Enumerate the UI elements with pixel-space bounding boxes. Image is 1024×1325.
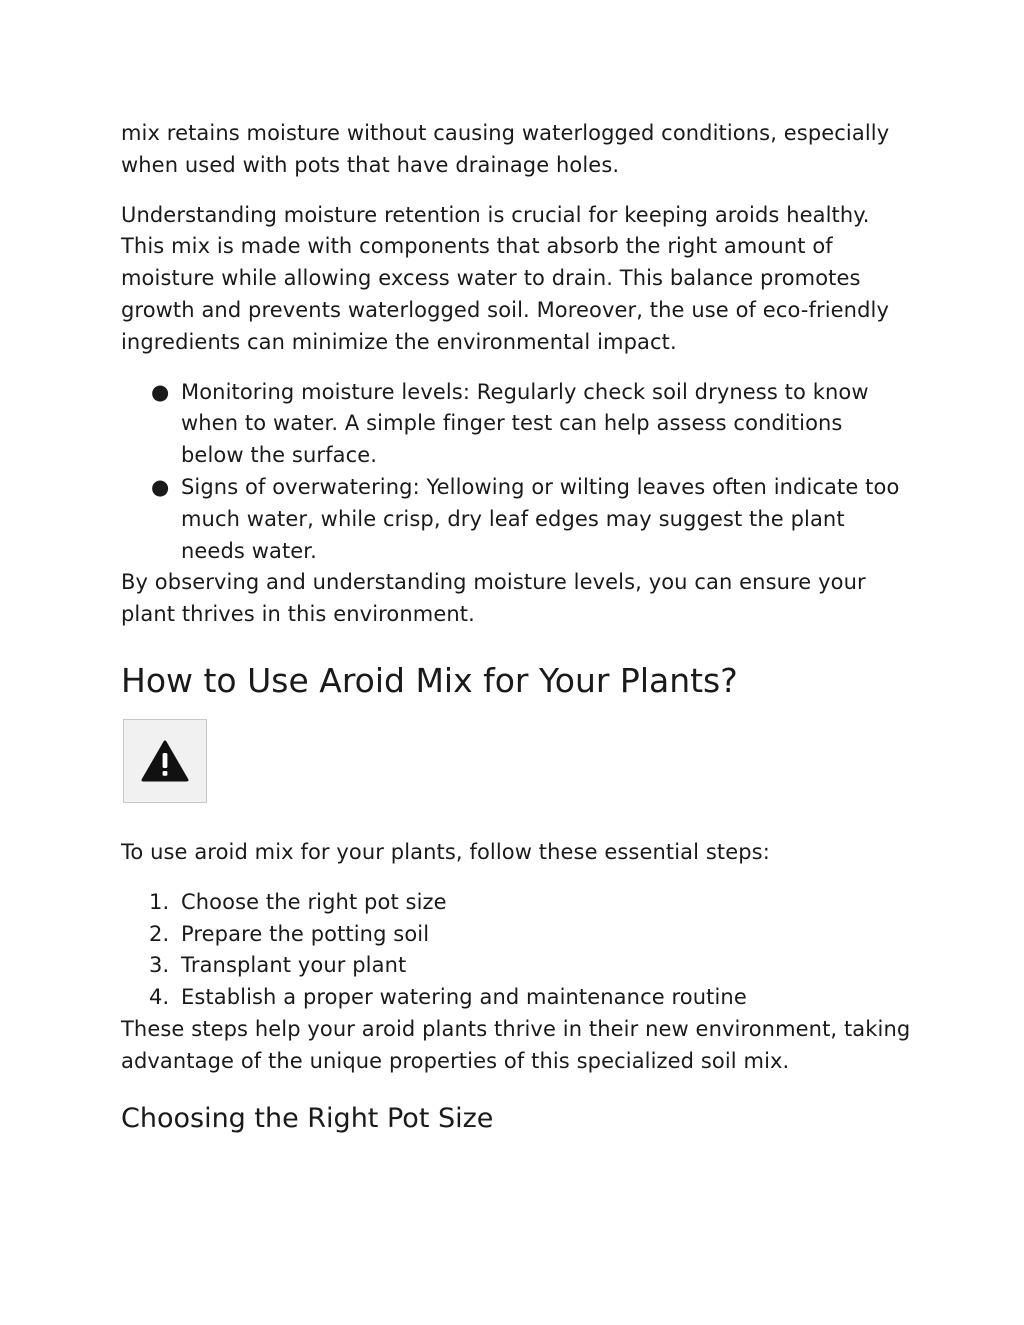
steps-list [121,887,911,1014]
step-number: 4. [149,985,170,1010]
step-number: 2. [149,921,170,946]
paragraph-steps-intro: To use aroid mix for your plants, follow these essential steps: [121,839,770,864]
list-item [121,919,911,951]
paragraph-continued: mix retains moisture without causing waterlogged conditions, especially when used with pots that have drainage holes. [121,121,890,177]
list-item [121,887,911,919]
step-text: Transplant your plant [181,953,407,978]
bullet-icon: ● [151,379,170,404]
step-text: Establish a proper watering and maintenance routine [181,985,747,1010]
paragraph-observing: By observing and understanding moisture levels, you can ensure your plant thrives in this environment. [121,570,866,627]
paragraph-moisture-retention: Understanding moisture retention is crucial for keeping aroids healthy. This mix is made with components that absorb the right amount of moisture while allowing excess water to drain. This balance promotes growth and prevents waterlogged soil. Moreover, the use of eco-friendly ingredients can minimize the environmental impact. [121,202,889,354]
list-item [121,377,911,472]
subsection-heading: Choosing the Right Pot Size [121,1102,494,1134]
section-heading: How to Use Aroid Mix for Your Plants? [121,660,738,700]
step-text: Prepare the potting soil [181,921,430,946]
list-item [121,472,911,567]
bullet-icon: ● [151,474,170,499]
list-item-text: Monitoring moisture levels: Regularly check soil dryness to know when to water. A simple finger test can help assess conditions below the surface. [181,379,869,468]
step-text: Choose the right pot size [181,889,447,914]
warning-triangle-icon [141,739,189,783]
list-item-text: Signs of overwatering: Yellowing or wilting leaves often indicate too much water, while crisp, dry leaf edges may suggest the plant needs water. [181,474,900,563]
document-page [121,118,911,1136]
step-number: 1. [149,889,170,914]
list-item [121,982,911,1014]
step-number: 3. [149,953,170,978]
broken-image-placeholder [123,719,207,803]
moisture-tips-list [121,377,911,568]
list-item [121,950,911,982]
paragraph-steps-outro: These steps help your aroid plants thrive in their new environment, taking advantage of the unique properties of this specialized soil mix. [121,1016,911,1073]
